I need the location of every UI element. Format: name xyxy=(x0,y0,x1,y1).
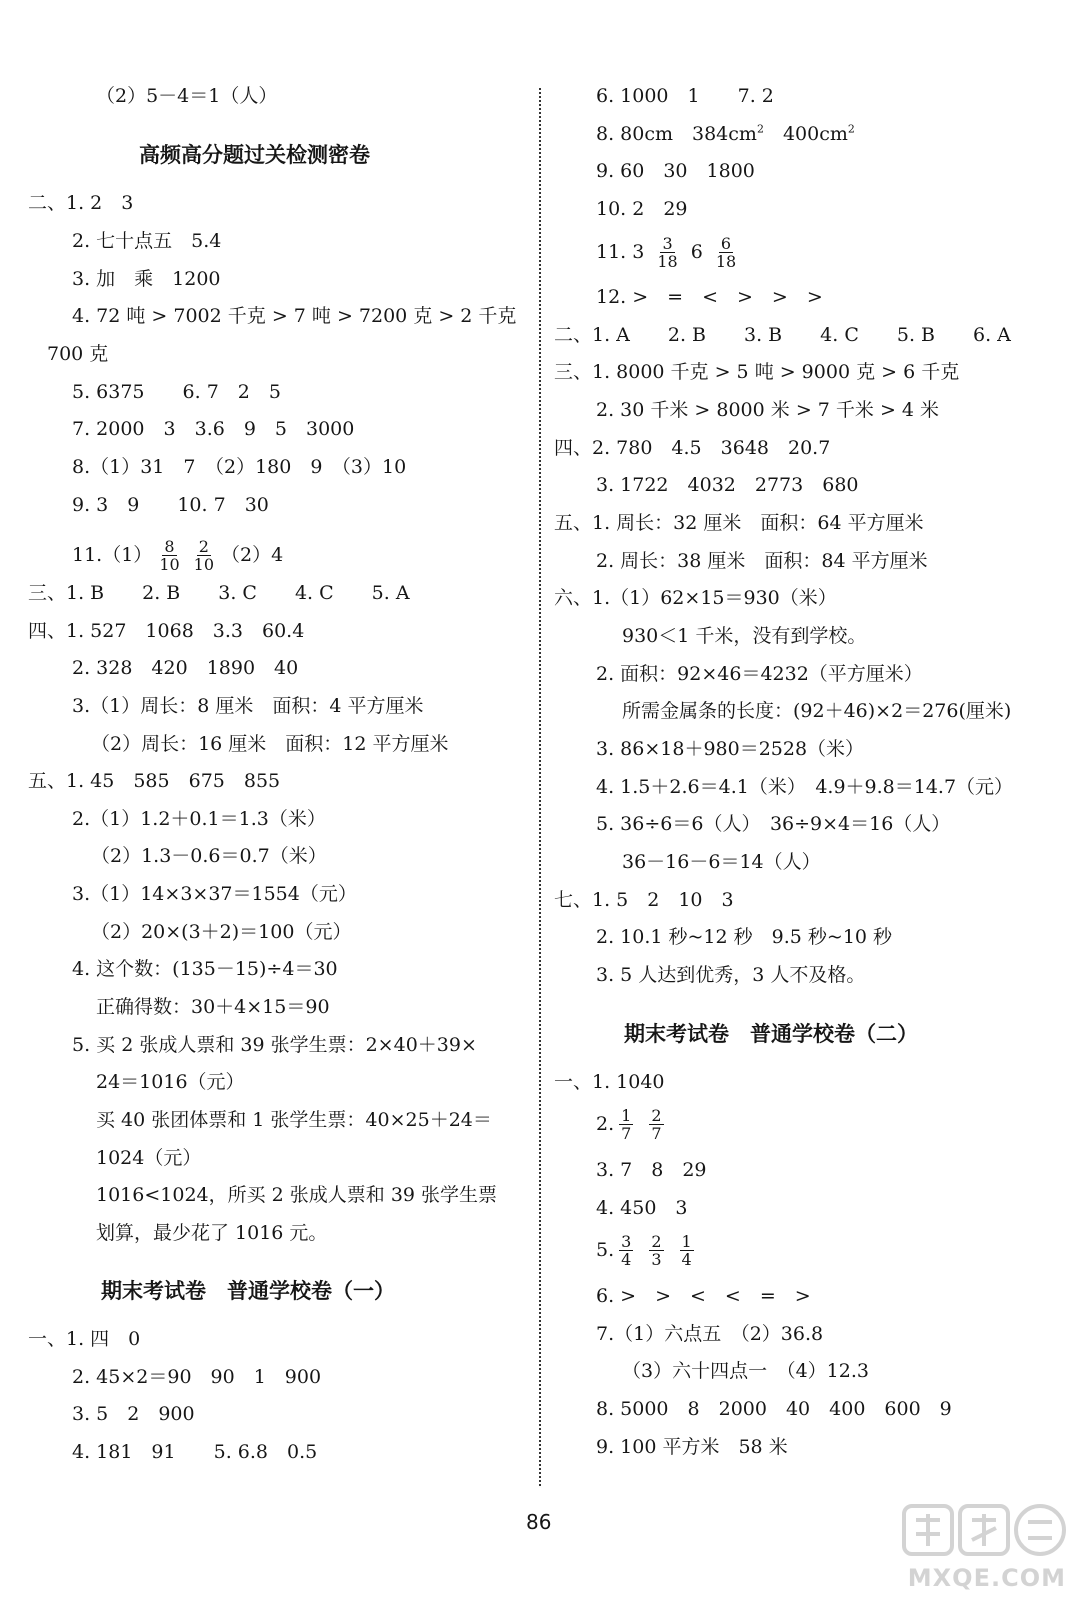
answer-line: 9. 100 平方米 58 米 xyxy=(596,1436,788,1458)
answer-line: 4. 181 91 5. 6.8 0.5 xyxy=(72,1441,318,1463)
answer-line: 8.（1）31 7 （2）180 9 （3）10 xyxy=(72,456,407,478)
answer-line: 930＜1 千米，没有到学校。 xyxy=(622,625,867,647)
answer-text: 400cm xyxy=(763,123,848,145)
answer-line xyxy=(596,121,855,147)
answer-line: 2. 面积：92×46＝4232（平方厘米） xyxy=(596,663,923,685)
superscript: 2 xyxy=(847,122,855,136)
answer-text: 11. 3 xyxy=(596,241,645,263)
column-divider xyxy=(539,88,541,1486)
page-number: 86 xyxy=(526,1510,552,1534)
answer-text: 8. 80cm 384cm xyxy=(596,123,757,145)
answer-line: 3. 1722 4032 2773 680 xyxy=(596,474,859,496)
answer-text: 6 xyxy=(690,241,703,263)
answer-text: （2）4 xyxy=(221,544,284,566)
fraction-numerator: 2 xyxy=(198,536,209,556)
answer-line: 二、1. A 2. B 3. B 4. C 5. B 6. A xyxy=(554,324,1011,346)
answer-line: 所需金属条的长度：(92＋46)×2＝276(厘米) xyxy=(622,700,1012,722)
fraction xyxy=(192,538,216,573)
answer-line: 2. 周长：38 厘米 面积：84 平方厘米 xyxy=(596,550,928,572)
answer-line: （2）1.3－0.6＝0.7（米） xyxy=(91,845,327,867)
answer-line: 六、1.（1）62×15＝930（米） xyxy=(554,587,837,609)
answer-line xyxy=(596,1230,699,1270)
answer-line: 9. 3 9 10. 7 30 xyxy=(72,494,269,516)
section-title: 期末考试卷 普通学校卷（二） xyxy=(624,1022,918,1046)
answer-line: 3. 5 人达到优秀，3 人不及格。 xyxy=(596,964,866,986)
fraction-numerator: 2 xyxy=(651,1105,662,1125)
superscript: 2 xyxy=(756,122,764,136)
answer-line: 3. 7 8 29 xyxy=(596,1159,707,1181)
answer-line: 8. 5000 8 2000 40 400 600 9 xyxy=(596,1398,952,1420)
answer-line: 三、1. 8000 千克 > 5 吨 > 9000 克 > 6 千克 xyxy=(554,361,960,383)
fraction xyxy=(714,235,738,270)
answer-line: 4. 450 3 xyxy=(596,1197,688,1219)
answer-line: 2. 328 420 1890 40 xyxy=(72,657,299,679)
fraction-denominator: 7 xyxy=(621,1123,632,1143)
answer-line: 四、1. 527 1068 3.3 60.4 xyxy=(28,620,305,642)
fraction xyxy=(649,1107,663,1142)
answer-line: 一、1. 四 0 xyxy=(28,1328,141,1350)
fraction-denominator: 18 xyxy=(715,251,737,271)
answer-line: 1024（元） xyxy=(96,1147,202,1169)
answer-line: 700 克 xyxy=(47,343,109,365)
answer-line: 2. 45×2＝90 90 1 900 xyxy=(72,1366,322,1388)
answer-line: 3. 加 乘 1200 xyxy=(72,268,221,290)
section-title: 期末考试卷 普通学校卷（一） xyxy=(101,1279,395,1303)
answer-line: 一、1. 1040 xyxy=(554,1071,665,1093)
answer-line: （3）六十四点一 （4）12.3 xyxy=(622,1360,869,1382)
answer-line: 2. 30 千米 > 8000 米 > 7 千米 > 4 米 xyxy=(596,399,940,421)
answer-line: 10. 2 29 xyxy=(596,198,688,220)
answer-line: 5. 6375 6. 7 2 5 xyxy=(72,381,281,403)
fraction xyxy=(619,1233,633,1268)
answer-line xyxy=(596,1104,669,1144)
fraction-denominator: 4 xyxy=(621,1249,632,1269)
fraction xyxy=(157,538,181,573)
answer-line: 2.（1）1.2＋0.1＝1.3（米） xyxy=(72,808,326,830)
answer-line: 7. 2000 3 3.6 9 5 3000 xyxy=(72,418,355,440)
answer-line: 五、1. 45 585 675 855 xyxy=(28,770,281,792)
fraction xyxy=(655,235,679,270)
watermark xyxy=(900,1500,1068,1592)
fraction-denominator: 10 xyxy=(193,554,215,574)
answer-line: 划算，最少花了 1016 元。 xyxy=(96,1222,328,1244)
answer-line: 6. > > < < = > xyxy=(596,1285,811,1307)
answer-line: 七、1. 5 2 10 3 xyxy=(554,889,734,911)
fraction-numerator: 3 xyxy=(621,1231,632,1251)
answer-line: 1016<1024，所买 2 张成人票和 39 张学生票 xyxy=(96,1184,498,1206)
fraction xyxy=(619,1107,633,1142)
answer-text: 5. xyxy=(596,1239,615,1261)
fraction-numerator: 2 xyxy=(651,1231,662,1251)
answer-line: 3. 5 2 900 xyxy=(72,1403,195,1425)
fraction-denominator: 3 xyxy=(651,1249,662,1269)
watermark-logo-icon xyxy=(900,1500,1068,1562)
answer-line: 4. 72 吨 > 7002 千克 > 7 吨 > 7200 克 > 2 千克 xyxy=(72,305,517,327)
answer-line: 7.（1）六点五 （2）36.8 xyxy=(596,1323,824,1345)
answer-line: 买 40 张团体票和 1 张学生票：40×25＋24＝ xyxy=(96,1109,492,1131)
fraction-denominator: 4 xyxy=(681,1249,692,1269)
answer-line: 二、1. 2 3 xyxy=(28,192,134,214)
answer-line: 四、2. 780 4.5 3648 20.7 xyxy=(554,437,831,459)
fraction xyxy=(680,1233,694,1268)
answer-line: 6. 1000 1 7. 2 xyxy=(596,85,774,107)
answer-line: 2. 10.1 秒~12 秒 9.5 秒~10 秒 xyxy=(596,926,893,948)
fraction-numerator: 8 xyxy=(164,536,175,556)
fraction xyxy=(649,1233,663,1268)
answer-line: 36－16－6＝14（人） xyxy=(622,851,821,873)
answer-line: 五、1. 周长：32 厘米 面积：64 平方厘米 xyxy=(554,512,924,534)
fraction-denominator: 10 xyxy=(159,554,180,574)
answer-line: 12. > = < > > > xyxy=(596,286,823,308)
answer-line: 9. 60 30 1800 xyxy=(596,160,755,182)
answer-line: 3.（1）14×3×37＝1554（元） xyxy=(72,883,357,905)
fraction-numerator: 1 xyxy=(681,1231,692,1251)
answer-line: （2）周长：16 厘米 面积：12 平方厘米 xyxy=(91,733,449,755)
answer-line: （2）20×(3＋2)＝100（元） xyxy=(91,921,352,943)
answer-line: 三、1. B 2. B 3. C 4. C 5. A xyxy=(28,582,410,604)
answer-line: 4. 这个数：(135－15)÷4＝30 xyxy=(72,958,338,980)
answer-line: （2）5－4＝1（人） xyxy=(96,85,278,107)
answer-line: 5. 36÷6＝6（人） 36÷9×4＝16（人） xyxy=(596,813,951,835)
fraction-numerator: 1 xyxy=(621,1105,632,1125)
answer-line: 正确得数：30＋4×15＝90 xyxy=(96,996,330,1018)
answer-line: 3. 86×18＋980＝2528（米） xyxy=(596,738,865,760)
section-title: 高频高分题过关检测密卷 xyxy=(139,143,370,167)
answer-line xyxy=(596,232,743,272)
answer-line: 5. 买 2 张成人票和 39 张学生票：2×40＋39× xyxy=(72,1034,477,1056)
watermark-url: MXQE.COM xyxy=(907,1564,1066,1592)
answer-text: 2. xyxy=(596,1113,615,1135)
answer-text: 11.（1） xyxy=(72,544,153,566)
fraction-numerator: 6 xyxy=(720,233,732,253)
answer-line: 4. 1.5＋2.6＝4.1（米） 4.9＋9.8＝14.7（元） xyxy=(596,776,1014,798)
answer-line: 2. 七十点五 5.4 xyxy=(72,230,222,252)
answer-line xyxy=(72,535,283,575)
answer-line: 3.（1）周长：8 厘米 面积：4 平方厘米 xyxy=(72,695,424,717)
fraction-denominator: 7 xyxy=(651,1123,662,1143)
fraction-numerator: 3 xyxy=(662,233,673,253)
fraction-denominator: 18 xyxy=(657,251,678,271)
answer-line: 24＝1016（元） xyxy=(96,1071,245,1093)
